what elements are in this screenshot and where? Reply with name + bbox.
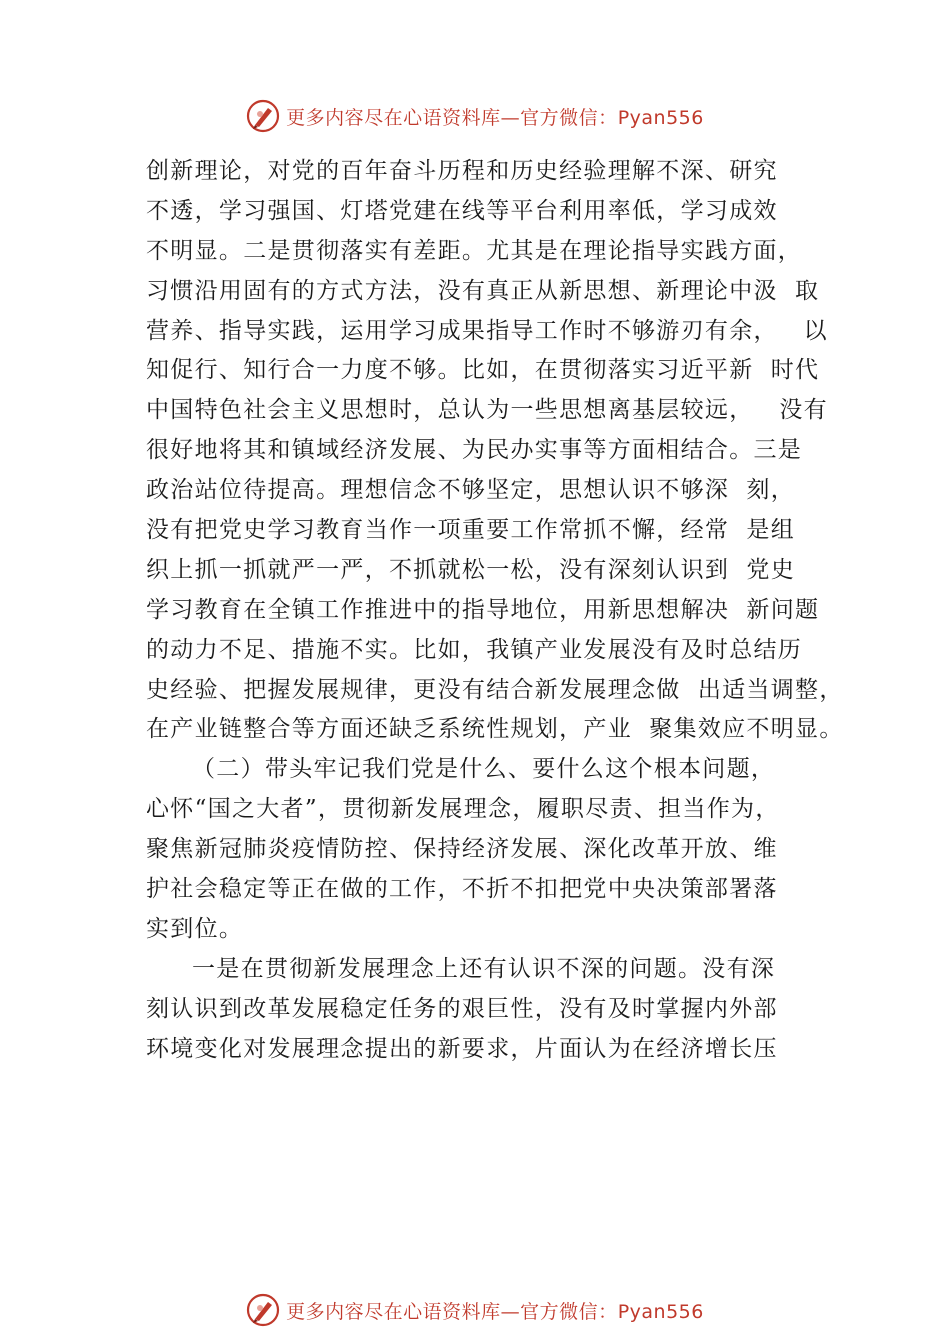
body-line: 习惯沿用固有的方式方法，没有真正从新思想、新理论中汲 取 [146, 277, 820, 304]
body-line: 不透，学习强国、灯塔党建在线等平台利用率低，学习成效 [146, 197, 778, 224]
header-site-name: 更多内容尽在心语资料库 [286, 106, 501, 129]
header-banner-text [286, 103, 704, 130]
pen-logo-icon [246, 99, 280, 133]
header-wechat-id: Pyan556 [617, 106, 704, 129]
body-line: 织上抓一抓就严一严，不抓就松一松，没有深刻认识到 党史 [146, 556, 796, 583]
section-heading-line: 聚焦新冠肺炎疫情防控、保持经济发展、深化改革开放、维 [146, 836, 778, 863]
header-banner [0, 96, 950, 136]
body-line: 创新理论，对党的百年奋斗历程和历史经验理解不深、研究 [146, 158, 778, 184]
footer-wechat-id: Pyan556 [617, 1300, 704, 1323]
body-line: 不明显。二是贯彻落实有差距。尤其是在理论指导实践方面， [146, 237, 803, 264]
header-separator: — [500, 106, 521, 129]
footer-banner [0, 1290, 950, 1330]
paragraph-line: 一是在贯彻新发展理念上还有认识不深的问题。没有深 [192, 955, 776, 982]
paragraph-line: 环境变化对发展理念提出的新要求，片面认为在经济增长压 [146, 1035, 778, 1062]
body-line: 政治站位待提高。理想信念不够坚定，思想认识不够深 刻， [146, 477, 796, 504]
body-line: 的动力不足、措施不实。比如，我镇产业发展没有及时总结历 [146, 636, 803, 663]
body-line: 学习教育在全镇工作推进中的指导地位，用新思想解决 新问题 [146, 596, 820, 623]
body-line: 知促行、知行合一力度不够。比如，在贯彻落实习近平新 时代 [146, 357, 820, 384]
footer-wechat-label: 官方微信： [520, 1300, 618, 1323]
body-line: 营养、指导实践，运用学习成果指导工作时不够游刃有余， 以 [146, 317, 828, 344]
document-body [146, 152, 846, 1069]
body-line: 没有把党史学习教育当作一项重要工作常抓不懈，经常 是组 [146, 517, 796, 544]
body-line: 在产业链整合等方面还缺乏系统性规划，产业 聚集效应不明显。 [146, 716, 844, 743]
footer-site-name: 更多内容尽在心语资料库 [286, 1300, 501, 1323]
body-line: 很好地将其和镇域经济发展、为民办实事等方面相结合。三是 [146, 437, 803, 464]
section-heading-line: 心怀“国之大者”，贯彻新发展理念，履职尽责、担当作为， [146, 796, 780, 823]
pen-logo-icon [246, 1293, 280, 1327]
footer-separator: — [500, 1300, 521, 1323]
header-wechat-label: 官方微信： [520, 106, 618, 129]
section-heading-line: 实到位。 [146, 915, 244, 942]
section-heading-line: （二）带头牢记我们党是什么、要什么这个根本问题， [192, 756, 776, 783]
section-heading-line: 护社会稳定等正在做的工作，不折不扣把党中央决策部署落 [146, 876, 778, 903]
paragraph-line: 刻认识到改革发展稳定任务的艰巨性，没有及时掌握内外部 [146, 995, 778, 1022]
body-line: 史经验、把握发展规律，更没有结合新发展理念做 出适当调整， [146, 676, 844, 703]
footer-banner-text [286, 1297, 704, 1324]
body-line: 中国特色社会主义思想时，总认为一些思想离基层较远， 没有 [146, 397, 828, 424]
